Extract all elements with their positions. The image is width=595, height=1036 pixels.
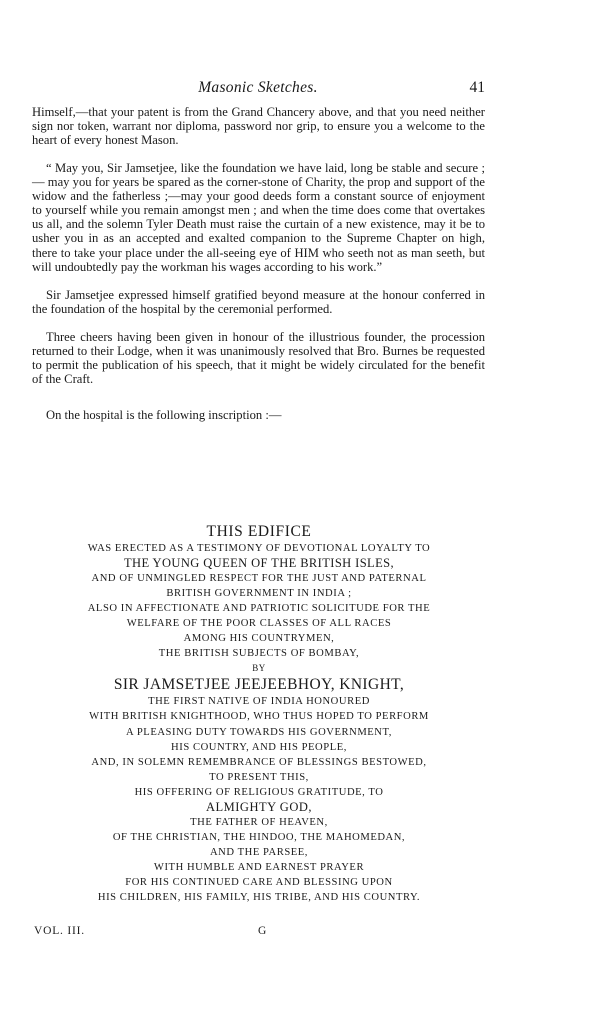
inscription-line: OF THE CHRISTIAN, THE HINDOO, THE MAHOMEDAN, [112,831,406,843]
inscription-line: ALSO IN AFFECTIONATE AND PATRIOTIC SOLICITUDE FOR THE [87,603,431,615]
inscription-line: A PLEASING DUTY TOWARDS HIS GOVERNMENT, [126,726,392,738]
inscription-line: AND, IN SOLEMN REMEMBRANCE OF BLESSINGS BESTOWED, [91,756,427,768]
paragraph-text: “ May you, Sir Jamsetjee, like the foundation we have laid, long be stable and secure ; — may you for years be spared as the corner-stone of Charity, the prop and support of the widow and the fatherless ;—may your good deeds form a constant source of enjoyment to yourself while you remain amongst men ; and when the time does come that overtakes us all, and the solemn Tyler Death must raise the curtain of a new existence, may it be to usher you in as an accepted and exalted companion to the Supreme Chapter on high, there to take your place under the all-seeing eye of HIM who seeth not as man seeth, but will undoubtedly pay the workman his wages according to his work.” [32,161,485,274]
inscription-line: HIS OFFERING OF RELIGIOUS GRATITUDE, TO [134,786,384,798]
inscription-line: THE FIRST NATIVE OF INDIA HONOURED [148,696,370,708]
inscription-line: AMONG HIS COUNTRYMEN, [183,633,335,645]
volume-mark: VOL. III. [34,925,85,937]
inscription-title: THIS EDIFICE [206,523,312,540]
inscription-line: FOR HIS CONTINUED CARE AND BLESSING UPON [125,876,393,888]
inscription-line: THE FATHER OF HEAVEN, [190,816,328,828]
inscription-line: WITH BRITISH KNIGHTHOOD, WHO THUS HOPED TO PERFORM [89,711,429,723]
inscription-line: HIS CHILDREN, HIS FAMILY, HIS TRIBE, AND HIS COUNTRY. [97,892,421,904]
inscription-line: ALMIGHTY GOD, [205,799,313,814]
inscription-line: WAS ERECTED AS A TESTIMONY OF DEVOTIONAL LOYALTY TO [87,543,431,554]
inscription-line: WITH HUMBLE AND EARNEST PRAYER [153,861,365,873]
running-head [0,79,595,101]
paragraph-text: Himself,—that your patent is from the Grand Chancery above, and that you need neither sign nor token, warrant nor diploma, password nor grip, to ensure you a welcome to the heart of every honest Mason. [32,105,485,148]
paragraph-text: On the hospital is the following inscription :— [46,408,282,422]
inscription-line: AND OF UNMINGLED RESPECT FOR THE JUST AND PATERNAL [91,573,427,585]
inscription-line: BY [252,663,266,674]
inscription-line: THE YOUNG QUEEN OF THE BRITISH ISLES, [124,556,394,571]
inscription-line: TO PRESENT THIS, [209,771,309,783]
signature-mark: G [258,925,268,937]
inscription [28,523,490,905]
paragraph-text: Sir Jamsetjee expressed himself gratified beyond measure at the honour conferred in the foundation of the hospital by the ceremonial performed. [32,288,485,317]
inscription-line: BRITISH GOVERNMENT IN INDIA ; [166,588,352,600]
inscription-line: THE BRITISH SUBJECTS OF BOMBAY, [158,648,360,660]
paragraph-speech-end [32,105,485,147]
inscription-line: WELFARE OF THE POOR CLASSES OF ALL RACES [126,618,392,630]
paragraph-blessing [32,161,485,274]
page-number: 41 [469,79,485,96]
paragraph-reply [32,288,485,316]
page-footer [34,925,494,945]
inscription-line: HIS COUNTRY, AND HIS PEOPLE, [171,741,347,753]
running-title: Masonic Sketches. [198,79,318,96]
paragraph-text: Three cheers having been given in honour of the illustrious founder, the procession returned to their Lodge, when it was unanimously resolved that Bro. Burnes be requested to permit the publication of his speech, that it might be widely circulated for the benefit of the Craft. [32,330,485,387]
inscription-honoree: SIR JAMSETJEE JEEJEEBHOY, KNIGHT, [113,676,405,694]
paragraph-cheers [32,330,485,386]
paragraph-inscription-intro [32,408,485,422]
inscription-line: AND THE PARSEE, [209,846,309,858]
